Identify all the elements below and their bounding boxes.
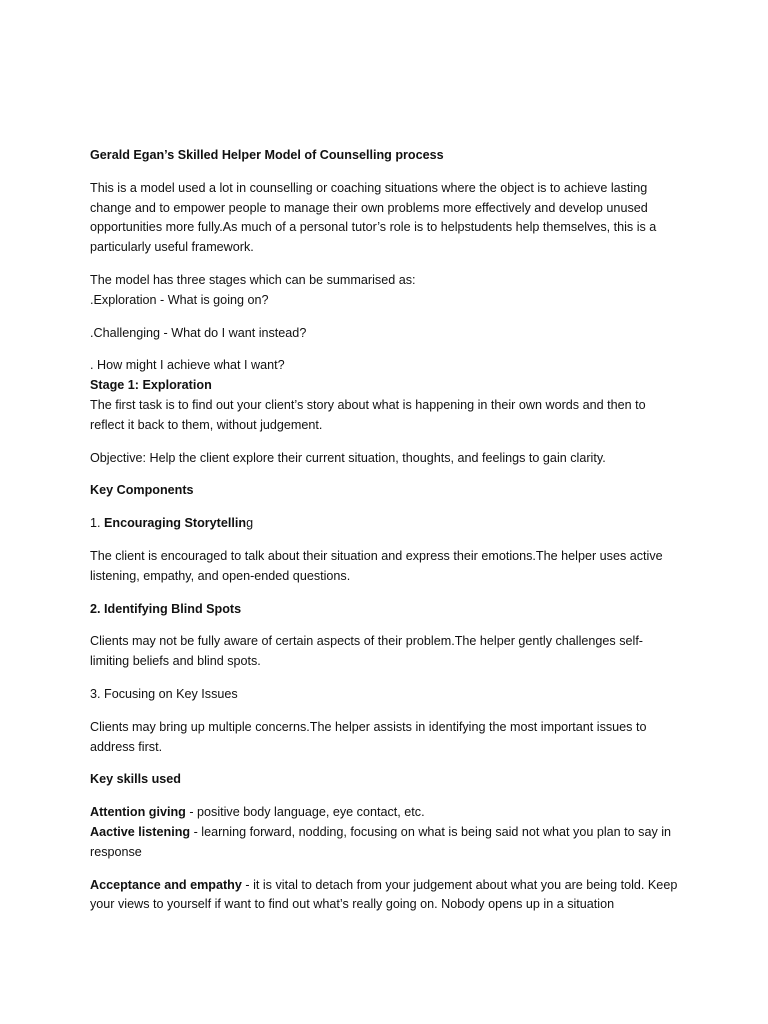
skill-attention-giving-text: - positive body language, eye contact, etc. [185, 805, 425, 820]
key-skills-heading: Key skills used [90, 772, 182, 787]
document-body [90, 146, 680, 928]
skill-attention-giving-term: Attention giving [90, 805, 186, 820]
stage-list-item-exploration: .Exploration - What is going on? [90, 292, 269, 307]
component-3-paragraph: Clients may bring up multiple concerns.The helper assists in identifying the most important issues to address first. [90, 719, 647, 754]
component-2-paragraph: Clients may not be fully aware of certain aspects of their problem.The helper gently challenges self-limiting beliefs and blind spots. [90, 634, 644, 669]
component-1-paragraph: The client is encouraged to talk about their situation and express their emotions.The helper uses active listening, empathy, and open-ended questions. [90, 548, 663, 583]
objective-paragraph: Objective: Help the client explore their current situation, thoughts, and feelings to gain clarity. [90, 450, 606, 465]
component-1-heading-tail: g [246, 516, 254, 531]
skill-acceptance-empathy [90, 876, 680, 916]
skill-acceptance-empathy-text: - it is vital to detach from your judgement about what you are being told. Keep your views to yourself if want to find out what’s really going on. Nobody opens up in a situation [90, 877, 678, 912]
stage-list-item-action: . How might I achieve what I want? [90, 358, 285, 373]
skill-active-listening-term: Aactive listening [90, 824, 191, 839]
component-1-number: 1. [90, 516, 105, 531]
component-1-heading [90, 514, 680, 534]
document-title: Gerald Egan’s Skilled Helper Model of Counselling process [90, 148, 444, 162]
skill-active-listening-text: - learning forward, nodding, focusing on what is being said not what you plan to say in response [90, 824, 672, 859]
component-1-heading-text: Encouraging Storytellin [104, 516, 247, 531]
stages-intro: The model has three stages which can be summarised as: [90, 272, 416, 287]
intro-paragraph: This is a model used a lot in counselling or coaching situations where the object is to achieve lasting change and to empower people to manage their own problems more effectively and develop unused opportunities more fully.As much of a personal tutor’s role is to helpstudents help themselves, this is a particularly useful framework. [90, 180, 657, 255]
stage1-heading: Stage 1: Exploration [90, 378, 212, 393]
stage1-paragraph: The first task is to find out your client’s story about what is happening in their own words and then to reflect it back to them, without judgement. [90, 397, 646, 432]
stage-list-item-challenging: .Challenging - What do I want instead? [90, 325, 307, 340]
skill-active-listening [90, 823, 680, 863]
component-3-heading: 3. Focusing on Key Issues [90, 686, 238, 701]
key-components-heading: Key Components [90, 483, 194, 498]
skill-acceptance-empathy-term: Acceptance and empathy [90, 877, 242, 892]
skill-attention-giving [90, 803, 680, 823]
component-2-heading: 2. Identifying Blind Spots [90, 601, 242, 616]
